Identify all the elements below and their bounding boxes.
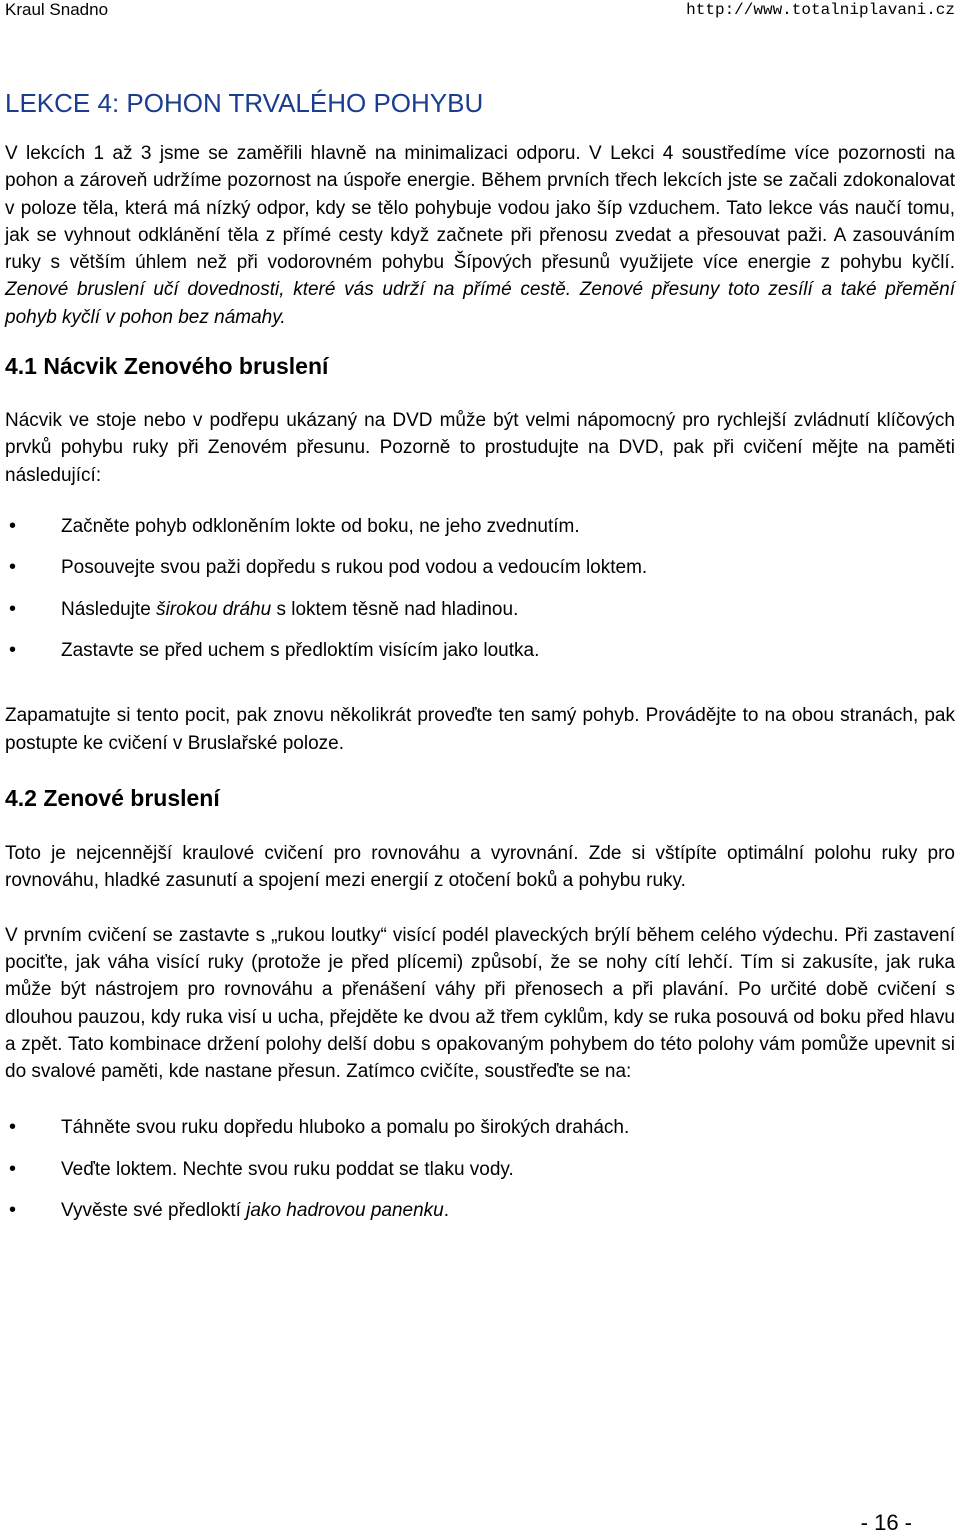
bullet-text: Vyvěste své předloktí	[61, 1200, 247, 1222]
page-number: - 16 -	[860, 1510, 912, 1535]
lesson-title: LEKCE 4: POHON TRVALÉHO POHYBU	[5, 88, 484, 118]
bullet-text: .	[443, 1200, 449, 1222]
bullet-text: Začněte pohyb odkloněním lokte od boku, ne jeho zvednutím.	[61, 515, 580, 537]
section-4-2-title: 4.2 Zenové bruslení	[5, 785, 220, 812]
list-item	[5, 513, 955, 540]
bullet-text: s loktem těsně nad hladinou.	[271, 598, 519, 620]
section-4-1-closing: Zapamatujte si tento pocit, pak znovu několikrát proveďte ten samý pohyb. Provádějte to na obou stranách, pak postupte ke cvičení v Bruslařské poloze.	[5, 705, 955, 754]
list-item	[5, 637, 955, 664]
header-url: http://www.totalniplavani.cz	[686, 1, 955, 19]
document-body	[5, 86, 955, 1239]
bullet-text: Zastavte se před uchem s předloktím visícím jako loutka.	[61, 640, 540, 662]
bullet-text: Veďte loktem. Nechte svou ruku poddat se tlaku vody.	[61, 1158, 514, 1180]
intro-italic: Zenové bruslení učí dovednosti, které vás udrží na přímé cestě. Zenové přesuny toto zesílí a také přemění pohyb kyčlí v pohon bez námahy.	[5, 279, 955, 328]
section-4-2-paragraph-1: Toto je nejcennější kraulové cvičení pro rovnováhu a vyrovnání. Zde si vštípíte optimální polohu ruky pro rovnováhu, hladké zasunutí a spojení mezi energií z otočení boků a pohybu ruky.	[5, 843, 955, 892]
section-4-2-paragraph-2: V prvním cvičení se zastavte s „rukou loutky“ visící podél plaveckých brýlí během celého výdechu. Při zastavení pociťte, jak váha visící ruky (protože je před plícemi) způsobí, že se nohy cítí lehčí. Tím si zakusíte, jak ruka může být nástrojem pro rovnováhu a přenášení váhy při přenosech a při plavání. Po určité době cvičení s dlouhou pauzou, kdy ruka visí u ucha, přejděte ke dvou až třem cyklům, kdy se ruka posouvá od boku před hlavu a zpět. Tato kombinace držení polohy delší dobu s opakovaným pohybem do této polohy vám pomůže upevnit si do svalové paměti, kde nastane přesun. Zatímco cvičíte, soustřeďte se na:	[5, 924, 955, 1083]
bullet-text: Posouvejte svou paži dopředu s rukou pod vodou a vedoucím loktem.	[61, 557, 648, 579]
bullet-text: Následujte	[61, 598, 157, 620]
section-4-1-title: 4.1 Nácvik Zenového bruslení	[5, 353, 329, 380]
intro-text: V lekcích 1 až 3 jsme se zaměřili hlavně na minimalizaci odporu. V Lekci 4 soustředíme více pozornosti na pohon a zároveň udržíme pozornost na úspoře energie. Během prvních třech lekcích jste se začali zdokonalovat v poloze těla, která má nízký odpor, kdy se tělo pohybuje vodou jako šíp vzduchem. Tato lekce vás naučí tomu, jak se vyhnout odklánění těla z přímé cesty když začnete při přenosu zvedat a přesouvat paži. A zasouváním ruky s větším úhlem než při vodorovném pohybu Šípových přesunů využijete více energie z pohybu kyčlí.	[5, 143, 955, 274]
list-item	[5, 1197, 955, 1224]
list-item	[5, 1114, 955, 1141]
section-4-1-bullets	[5, 513, 955, 665]
bullet-italic: jako hadrovou panenku	[246, 1200, 444, 1222]
bullet-text: Táhněte svou ruku dopředu hluboko a pomalu po širokých drahách.	[61, 1117, 630, 1139]
list-item	[5, 554, 955, 581]
bullet-italic: širokou dráhu	[156, 598, 272, 620]
list-item	[5, 1156, 955, 1183]
section-4-1-paragraph: Nácvik ve stoje nebo v podřepu ukázaný na DVD může být velmi nápomocný pro rychlejší zvládnutí klíčových prvků pohybu ruky při Zenovém přesunu. Pozorně to prostudujte na DVD, pak při cvičení mějte na paměti následující:	[5, 410, 955, 486]
header-author: Kraul Snadno	[5, 0, 109, 19]
intro-paragraph	[5, 140, 955, 331]
list-item	[5, 596, 955, 623]
section-4-2-bullets	[5, 1114, 955, 1224]
